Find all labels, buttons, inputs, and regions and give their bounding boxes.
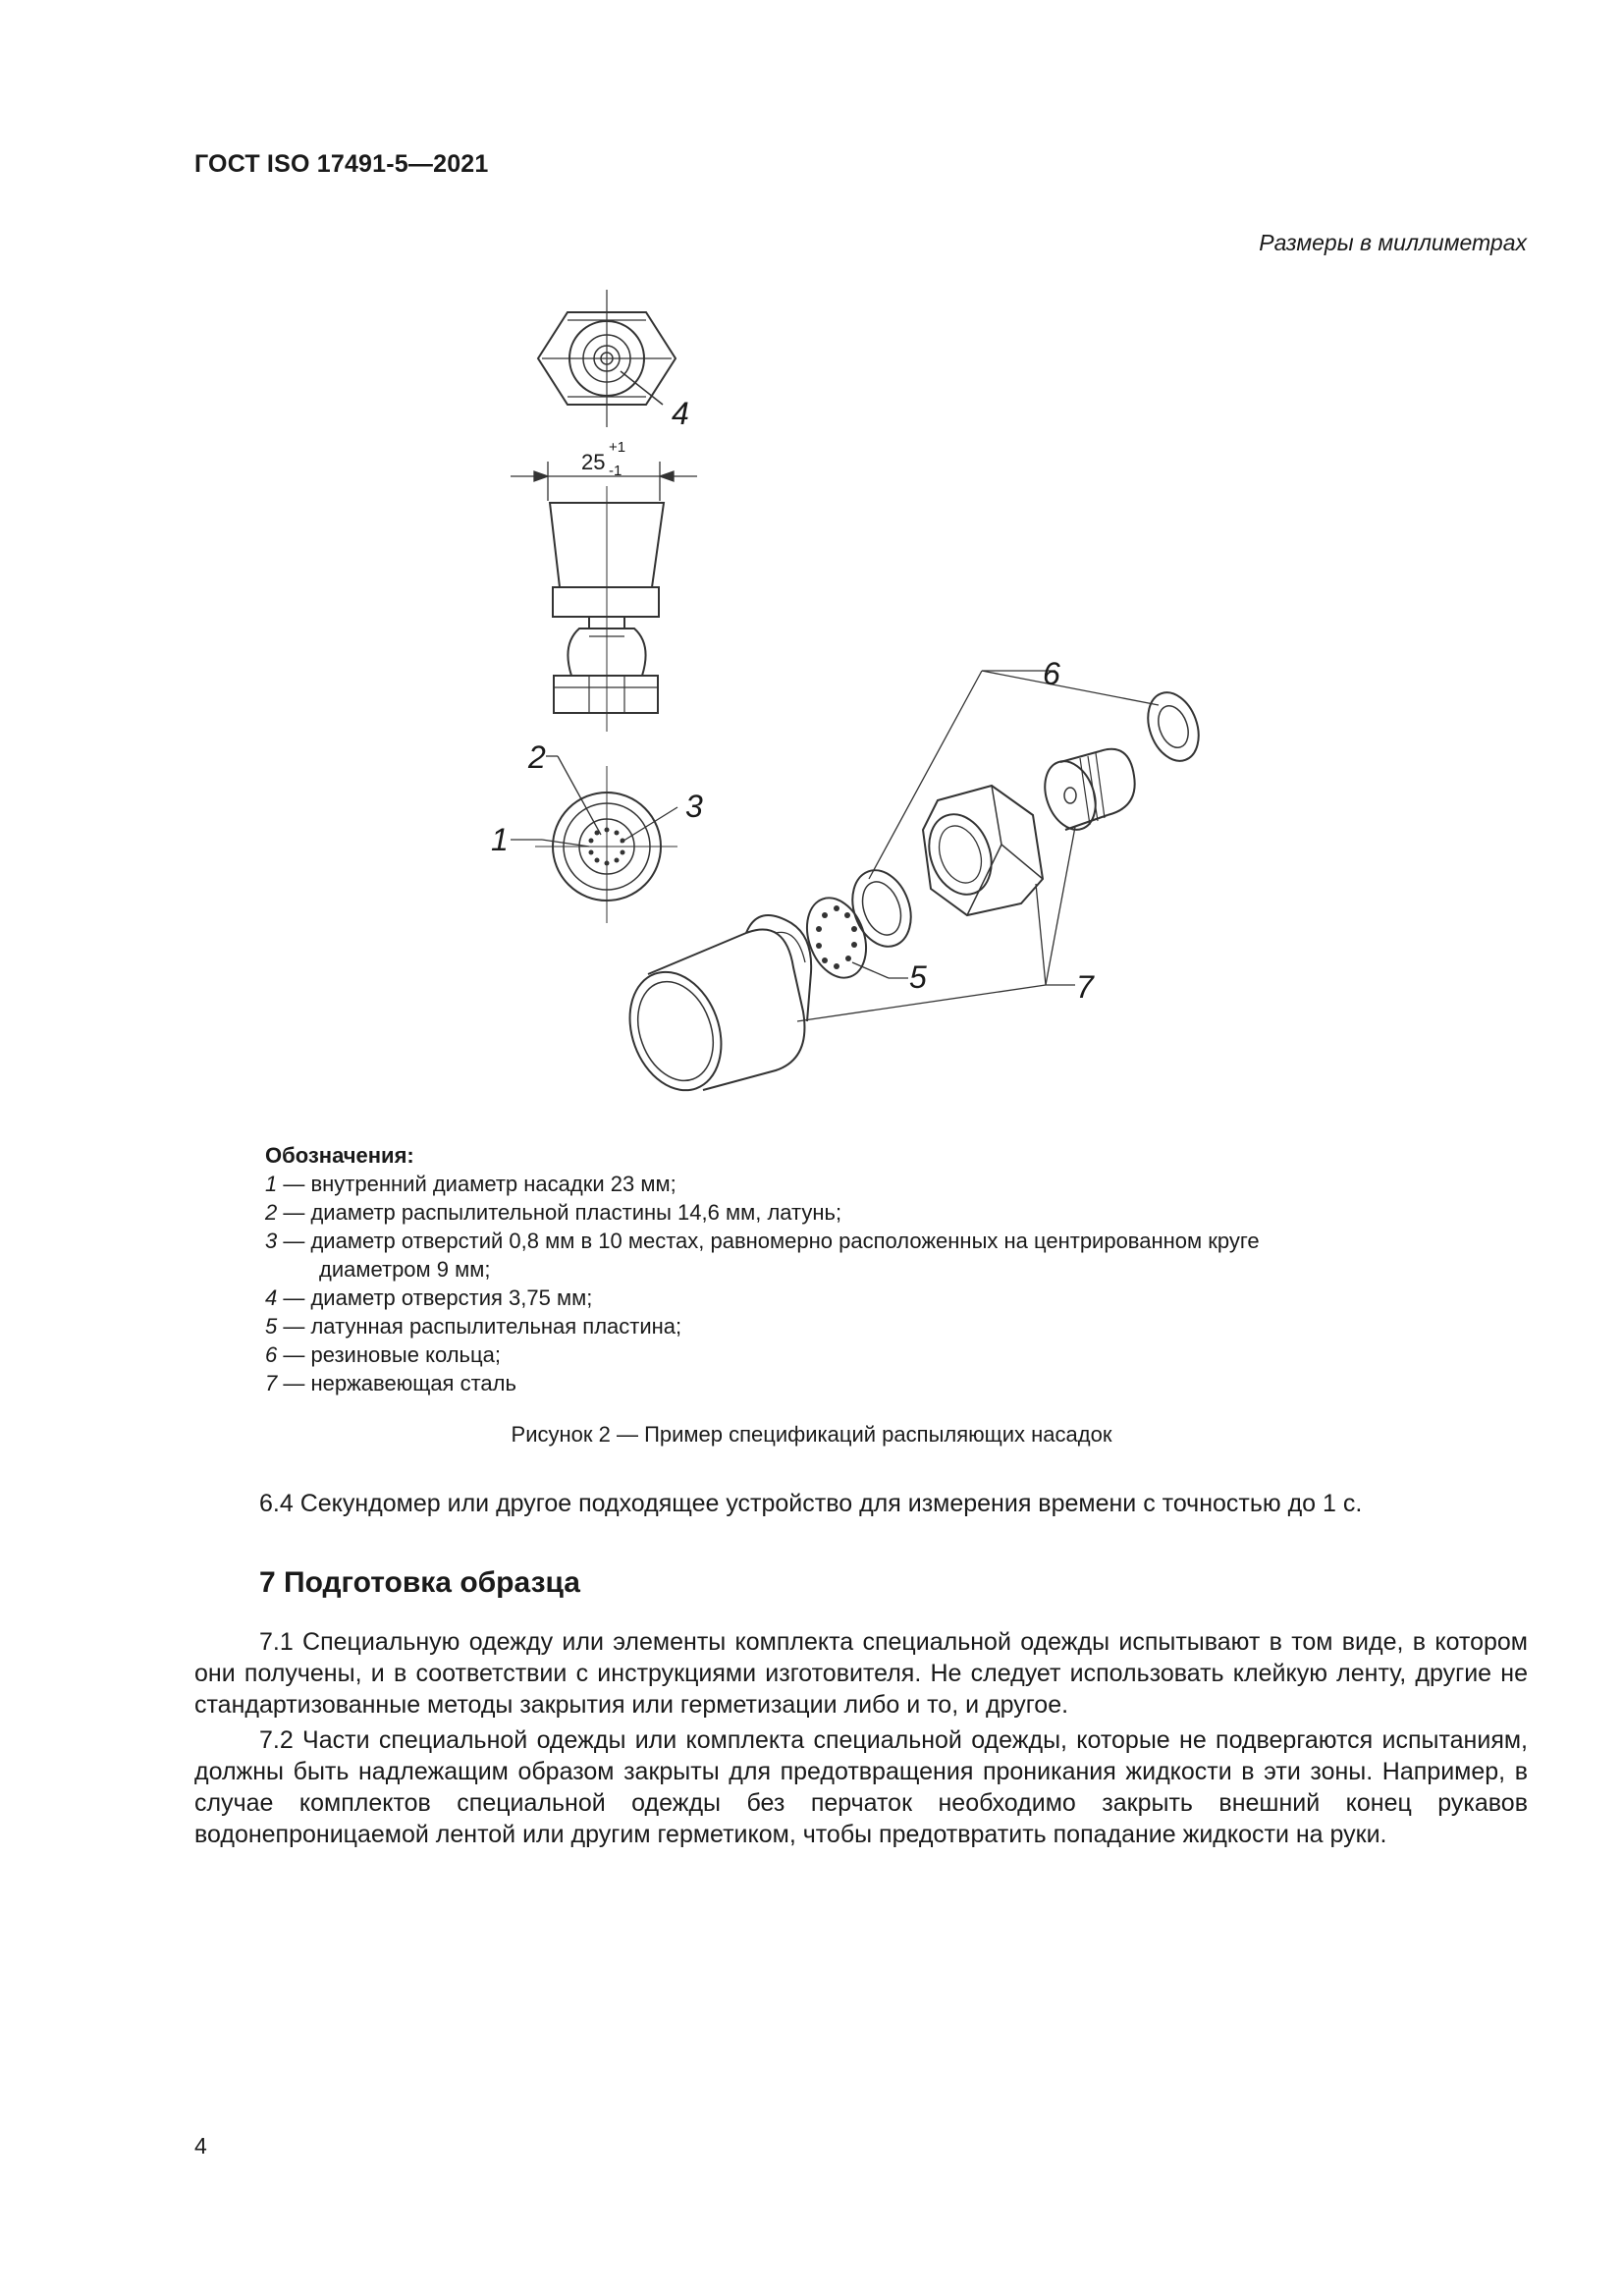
legend-item: 7 — нержавеющая сталь	[265, 1371, 516, 1395]
legend-title: Обозначения:	[265, 1143, 414, 1168]
dimension-upper-tol: +1	[609, 439, 626, 456]
legend-item: 5 — латунная распылительная пластина;	[265, 1314, 682, 1339]
units-note: Размеры в миллиметрах	[1259, 230, 1527, 255]
bottom-view	[511, 756, 677, 923]
page-number: 4	[194, 2133, 207, 2159]
dimension-lower-tol: -1	[609, 463, 622, 479]
nozzle-drawing	[0, 275, 1623, 1120]
callout-3: 3	[685, 789, 703, 824]
legend-item: 3 — диаметр отверстий 0,8 мм в 10 местах, равномерно расположенных на центрированном круге	[265, 1229, 1260, 1253]
legend-item-continuation: диаметром 9 мм;	[319, 1257, 491, 1282]
document-id: ГОСТ ISO 17491-5—2021	[194, 150, 489, 178]
legend-item: 1 — внутренний диаметр насадки 23 мм;	[265, 1172, 676, 1196]
dimension-base: 25	[581, 450, 606, 474]
side-view	[550, 486, 664, 732]
callout-1: 1	[491, 822, 509, 857]
exploded-assembly	[614, 671, 1207, 1103]
callout-4: 4	[672, 396, 689, 431]
callout-6: 6	[1043, 656, 1060, 691]
paragraph-7-1: 7.1 Специальную одежду или элементы комплекта специальной одежды испытывают в том виде, в котором они получены, и в соответствии с инструкциями изготовителя. Не следует использовать клейкую ленту, другие не стандартизованные методы закрытия или герметизации либо и то, и другое.	[194, 1628, 1528, 1719]
section-7-heading: 7 Подготовка образца	[259, 1566, 580, 1599]
top-view-hex	[538, 290, 676, 427]
paragraph-6-4: 6.4 Секундомер или другое подходящее устройство для измерения времени с точностью до 1 с.	[259, 1490, 1363, 1517]
legend-item: 2 — диаметр распылительной пластины 14,6 мм, латунь;	[265, 1200, 842, 1225]
figure-caption: Рисунок 2 — Пример спецификаций распыляющих насадок	[511, 1422, 1112, 1447]
figure-legend	[265, 1141, 1443, 1397]
legend-item: 4 — диаметр отверстия 3,75 мм;	[265, 1285, 593, 1310]
legend-item: 6 — резиновые кольца;	[265, 1342, 501, 1367]
callout-7: 7	[1076, 969, 1094, 1005]
paragraph-7-2: 7.2 Части специальной одежды или комплекта специальной одежды, которые не подвергаются испытаниям, должны быть надлежащим образом закрыты для предотвращения проникания жидкости в эти зоны. Например, в случае комплектов специальной одежды без перчаток необходимо закрыть внешний конец рукавов водонепроницаемой лентой или другим герметиком, чтобы предотвратить попадание жидкости на руки.	[194, 1726, 1528, 1848]
callout-5: 5	[909, 959, 927, 995]
callout-2: 2	[528, 739, 546, 775]
